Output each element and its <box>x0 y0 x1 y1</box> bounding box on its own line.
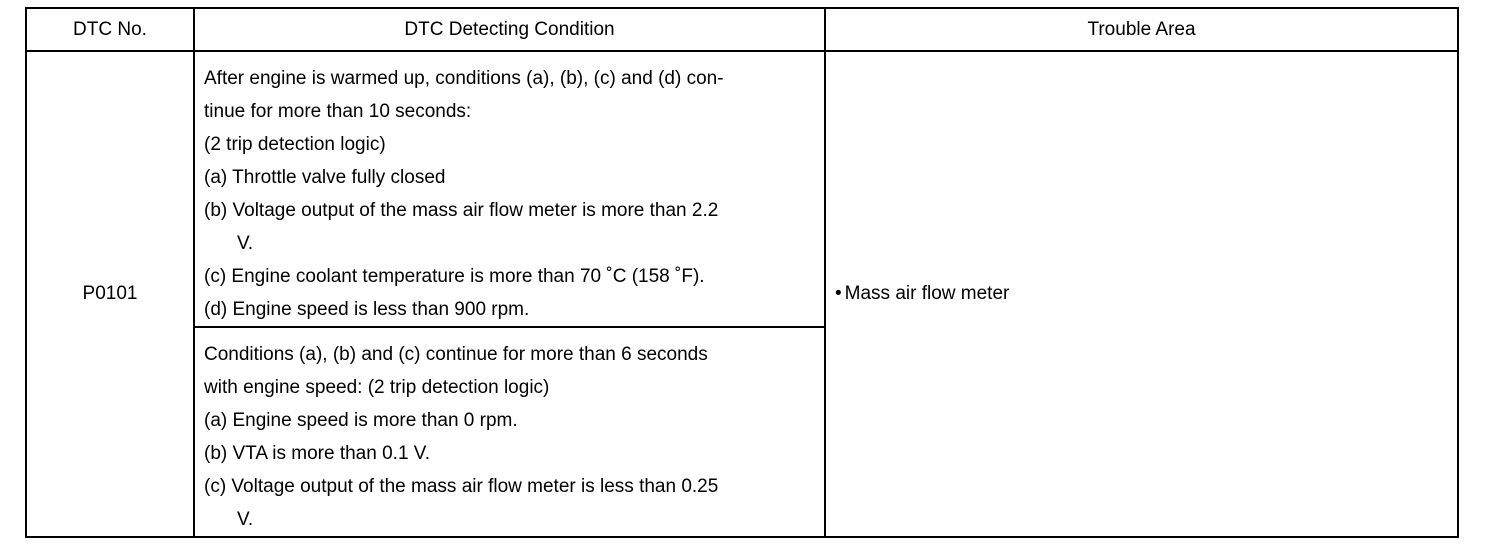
condition-text-line: (c) Engine coolant temperature is more than 70 ˚C (158 ˚F). <box>204 266 705 287</box>
condition-text-line: (d) Engine speed is less than 900 rpm. <box>204 299 530 320</box>
dtc-table <box>25 7 1459 538</box>
condition-text-line: tinue for more than 10 seconds: <box>204 101 472 122</box>
condition-text-line: (2 trip detection logic) <box>204 134 386 155</box>
condition-text-line: (b) VTA is more than 0.1 V. <box>204 443 430 464</box>
condition-text-line: with engine speed: (2 trip detection logic) <box>204 377 550 398</box>
bullet-icon: • <box>835 283 842 304</box>
condition-text-line: (a) Engine speed is more than 0 rpm. <box>204 410 518 431</box>
condition-text-line: After engine is warmed up, conditions (a), (b), (c) and (d) con- <box>204 68 724 89</box>
condition-text-line: (c) Voltage output of the mass air flow meter is less than 0.25 <box>204 476 719 497</box>
table-row <box>26 51 1458 327</box>
header-dtc-no: DTC No. <box>26 8 194 51</box>
trouble-area-text: Mass air flow meter <box>844 283 1010 304</box>
detecting-condition-2 <box>194 327 825 537</box>
header-row <box>26 8 1458 51</box>
header-trouble-area: Trouble Area <box>825 8 1458 51</box>
detecting-condition-1 <box>194 51 825 327</box>
condition-text-line: Conditions (a), (b) and (c) continue for more than 6 seconds <box>204 344 708 365</box>
condition-text-line: (b) Voltage output of the mass air flow meter is more than 2.2 <box>204 200 719 221</box>
trouble-area-cell <box>825 51 1458 537</box>
header-detecting-condition: DTC Detecting Condition <box>194 8 825 51</box>
condition-text-line: V. <box>237 509 254 530</box>
condition-text-line: V. <box>237 233 254 254</box>
dtc-code: P0101 <box>26 51 194 537</box>
condition-text-line: (a) Throttle valve fully closed <box>204 167 446 188</box>
